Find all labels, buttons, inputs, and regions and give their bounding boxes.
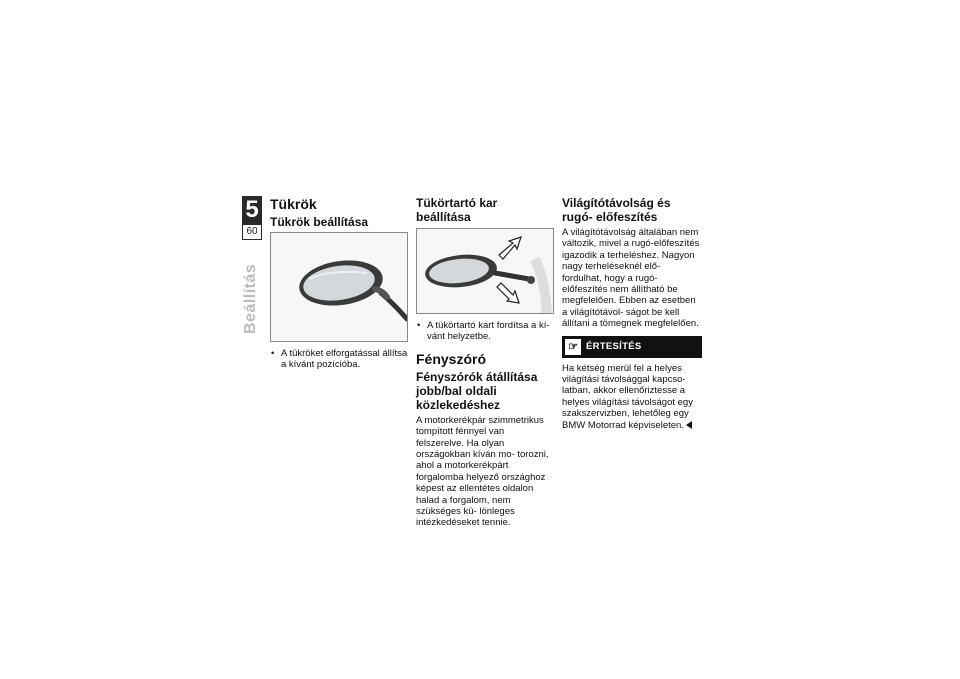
notice-bar — [562, 336, 702, 358]
arm-bullet-list — [416, 320, 554, 343]
subsection-title-mirror-adjust: Tükrök beállítása — [270, 215, 369, 229]
mirror-illustration — [271, 233, 408, 342]
notice-label: ÉRTESÍTÉS — [586, 340, 642, 352]
mirror-bullet-list — [270, 348, 410, 371]
mirror-arm-illustration — [417, 229, 554, 314]
chapter-number: 5 — [245, 196, 259, 223]
mirror-figure — [270, 232, 408, 342]
mirror-arm-figure — [416, 228, 554, 314]
section-title-mirrors: Tükrök — [270, 196, 317, 212]
pointing-hand-icon: ☞ — [565, 339, 581, 355]
list-item: • A tükröket elforgatással állítsa a kívánt pozícióba. — [281, 348, 410, 371]
chapter-label: Beállítás — [242, 263, 259, 334]
beam-range-paragraph: A világítótávolság általában nem változik, mivel a rugó-előfeszítés igazodik a terheléshez. Nagyon nagy terheléseknél elő- fordulhat, hogy a rugó-előfeszítés nem állítható be megfelelően. Ebben az esetben a világítótávol- ságot be kell állítani a tömegnek megfelelően. — [562, 227, 700, 330]
page-number: 60 — [246, 226, 258, 237]
end-of-section-icon — [686, 421, 692, 429]
notice-text: Ha kétség merül fel a helyes világítási távolsággal kapcso- latban, akkor ellenőriztesse a helyes világítási távolságot egy szakszervizben, lehetőleg egy BMW Motorrad képviseleten. — [562, 362, 693, 431]
column-mirrors — [270, 196, 410, 371]
subsection-title-beam-range: Világítótávolság és rugó- előfeszítés — [562, 196, 671, 224]
subsection-title-headlight-switch: Fényszórók átállítása jobb/bal oldali közlekedéshez — [416, 369, 538, 412]
headlight-paragraph: A motorkerékpár szimmetrikus tompított fénnyel van felszerelve. Ha olyan országokban kíván mo- torozni, ahol a motorkerékpárt forgalomba helyező országhoz képest az ellentétes oldalon halad a forgalom, nem szükséges kü- lönleges intézkedéseket tennie. — [416, 414, 549, 529]
section-title-headlight: Fényszóró — [416, 350, 487, 367]
subsection-title-arm-adjust: Tükörtartó kar beállítása — [416, 196, 498, 224]
column-mirror-arm — [416, 196, 554, 529]
notice-paragraph — [562, 363, 702, 431]
column-beam-range — [562, 196, 702, 431]
list-item: • A tükörtartó kart fordítsa a kí- vánt helyzetbe. — [427, 320, 554, 343]
